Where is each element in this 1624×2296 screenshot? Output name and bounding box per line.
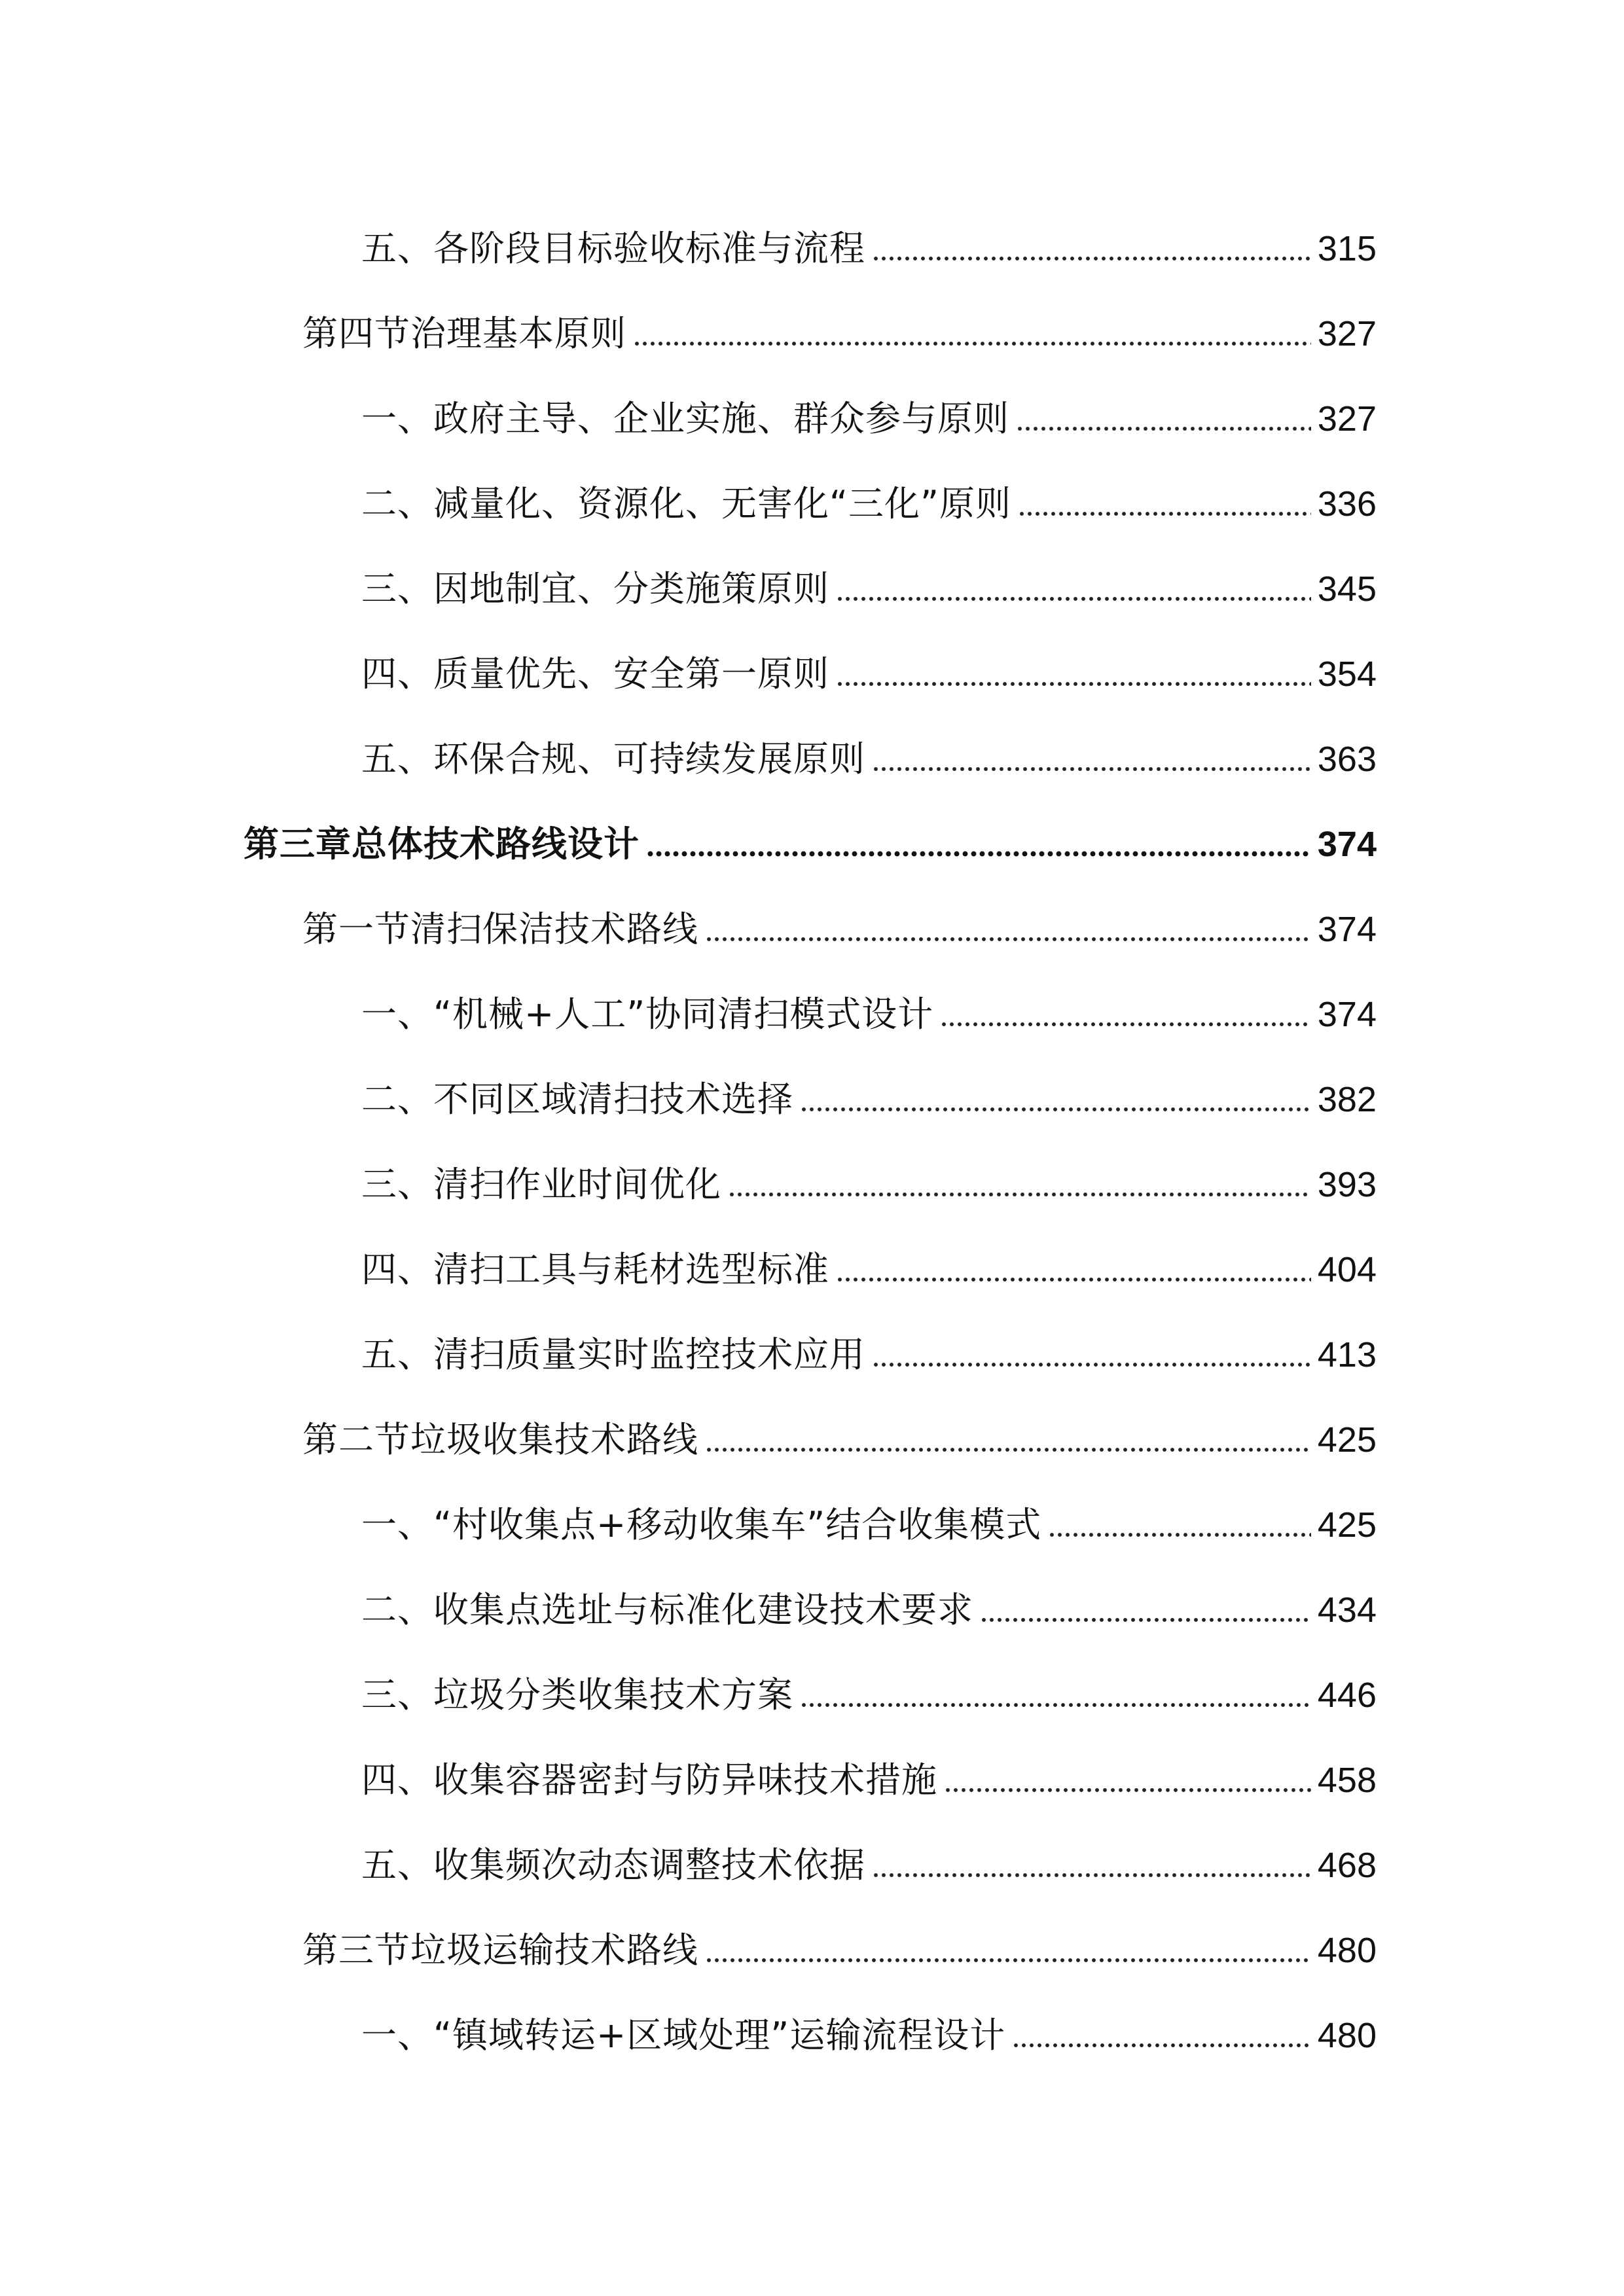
toc-entry-title: 四、质量优先、安全第一原则 — [361, 653, 829, 694]
toc-page-number: 382 — [1317, 1080, 1377, 1119]
toc-dot-leader — [800, 1082, 1311, 1117]
toc-entry-title: 三、因地制宜、分类施策原则 — [361, 568, 829, 609]
toc-page-number: 480 — [1317, 2016, 1377, 2055]
toc-entry-title: 二、收集点选址与标准化建设技术要求 — [361, 1589, 973, 1630]
toc-dot-leader — [872, 1337, 1311, 1372]
toc-entry-title: 第三章总体技术路线设计 — [244, 823, 640, 865]
toc-page-number: 374 — [1317, 910, 1377, 949]
toc-page-number: 425 — [1317, 1420, 1377, 1460]
toc-entry[interactable] — [0, 1568, 1624, 1653]
toc-entry[interactable] — [0, 547, 1624, 632]
toc-page-number: 480 — [1317, 1931, 1377, 1970]
toc-dot-leader — [646, 827, 1311, 862]
table-of-contents — [0, 206, 1624, 2078]
toc-entry-title: 一、“村收集点+移动收集车”结合收集模式 — [361, 1504, 1042, 1545]
toc-entry[interactable] — [0, 376, 1624, 461]
toc-chapter-entry[interactable] — [0, 802, 1624, 887]
toc-entry-title: 五、各阶段目标验收标准与流程 — [361, 228, 865, 269]
toc-entry[interactable] — [0, 1482, 1624, 1568]
toc-dot-leader — [940, 997, 1311, 1032]
toc-page-number: 404 — [1317, 1250, 1377, 1289]
toc-entry-title: 一、“镇域转运+区域处理”运输流程设计 — [361, 2015, 1006, 2056]
toc-entry[interactable] — [0, 972, 1624, 1057]
toc-dot-leader — [872, 231, 1311, 266]
toc-entry-title: 一、政府主导、企业实施、群众参与原则 — [361, 398, 1009, 439]
toc-entry-title: 二、不同区域清扫技术选择 — [361, 1079, 793, 1120]
toc-entry[interactable] — [0, 1738, 1624, 1823]
toc-page-number: 434 — [1317, 1590, 1377, 1630]
toc-entry-title: 五、收集频次动态调整技术依据 — [361, 1844, 865, 1886]
toc-entry-title: 第三节垃圾运输技术路线 — [302, 1929, 698, 1971]
toc-page-number: 327 — [1317, 314, 1377, 353]
toc-dot-leader — [872, 1848, 1311, 1883]
toc-entry[interactable] — [0, 1057, 1624, 1142]
toc-entry[interactable] — [0, 1312, 1624, 1397]
toc-entry[interactable] — [0, 1142, 1624, 1227]
toc-dot-leader — [1016, 401, 1311, 437]
toc-dot-leader — [1018, 486, 1311, 522]
toc-dot-leader — [872, 742, 1311, 777]
toc-entry[interactable] — [0, 1908, 1624, 1993]
toc-dot-leader — [633, 316, 1311, 351]
toc-entry-title: 第二节垃圾收集技术路线 — [302, 1419, 698, 1460]
toc-dot-leader — [1012, 2018, 1311, 2053]
toc-dot-leader — [836, 571, 1311, 607]
toc-dot-leader — [705, 1933, 1311, 1968]
toc-page-number: 315 — [1317, 229, 1377, 268]
toc-page-number: 374 — [1317, 995, 1377, 1034]
toc-page-number: 446 — [1317, 1676, 1377, 1715]
toc-entry[interactable] — [0, 1227, 1624, 1312]
toc-entry[interactable] — [0, 1397, 1624, 1482]
toc-entry-title: 四、收集容器密封与防异味技术措施 — [361, 1759, 937, 1801]
toc-entry[interactable] — [0, 1653, 1624, 1738]
toc-entry[interactable] — [0, 632, 1624, 717]
toc-page-number: 458 — [1317, 1761, 1377, 1800]
toc-entry[interactable] — [0, 717, 1624, 802]
toc-page-number: 413 — [1317, 1335, 1377, 1374]
toc-entry[interactable] — [0, 291, 1624, 376]
toc-entry[interactable] — [0, 887, 1624, 972]
toc-entry[interactable] — [0, 461, 1624, 547]
toc-dot-leader — [836, 656, 1311, 692]
toc-entry[interactable] — [0, 206, 1624, 291]
toc-entry-title: 五、环保合规、可持续发展原则 — [361, 738, 865, 780]
toc-dot-leader — [1048, 1507, 1311, 1543]
toc-dot-leader — [836, 1252, 1311, 1287]
toc-entry-title: 四、清扫工具与耗材选型标准 — [361, 1249, 829, 1290]
toc-page-number: 336 — [1317, 484, 1377, 524]
toc-page-number: 374 — [1317, 825, 1377, 864]
toc-page-number: 393 — [1317, 1165, 1377, 1204]
toc-entry-title: 第四节治理基本原则 — [302, 313, 626, 354]
toc-page-number: 327 — [1317, 399, 1377, 439]
toc-page-number: 468 — [1317, 1846, 1377, 1885]
toc-page-number: 345 — [1317, 569, 1377, 609]
toc-entry-title: 二、减量化、资源化、无害化“三化”原则 — [361, 483, 1011, 524]
toc-dot-leader — [800, 1677, 1311, 1713]
toc-entry-title: 第一节清扫保洁技术路线 — [302, 908, 698, 950]
toc-dot-leader — [705, 912, 1311, 947]
toc-dot-leader — [980, 1592, 1311, 1628]
toc-entry[interactable] — [0, 1823, 1624, 1908]
toc-page-number: 354 — [1317, 655, 1377, 694]
toc-page-number: 363 — [1317, 740, 1377, 779]
toc-entry-title: 三、清扫作业时间优化 — [361, 1164, 721, 1205]
toc-dot-leader — [728, 1167, 1311, 1202]
toc-entry-title: 五、清扫质量实时监控技术应用 — [361, 1334, 865, 1375]
toc-dot-leader — [705, 1422, 1311, 1458]
toc-entry[interactable] — [0, 1993, 1624, 2078]
toc-entry-title: 一、“机械+人工”协同清扫模式设计 — [361, 994, 934, 1035]
toc-dot-leader — [944, 1763, 1311, 1798]
toc-entry-title: 三、垃圾分类收集技术方案 — [361, 1674, 793, 1715]
toc-page-number: 425 — [1317, 1505, 1377, 1545]
